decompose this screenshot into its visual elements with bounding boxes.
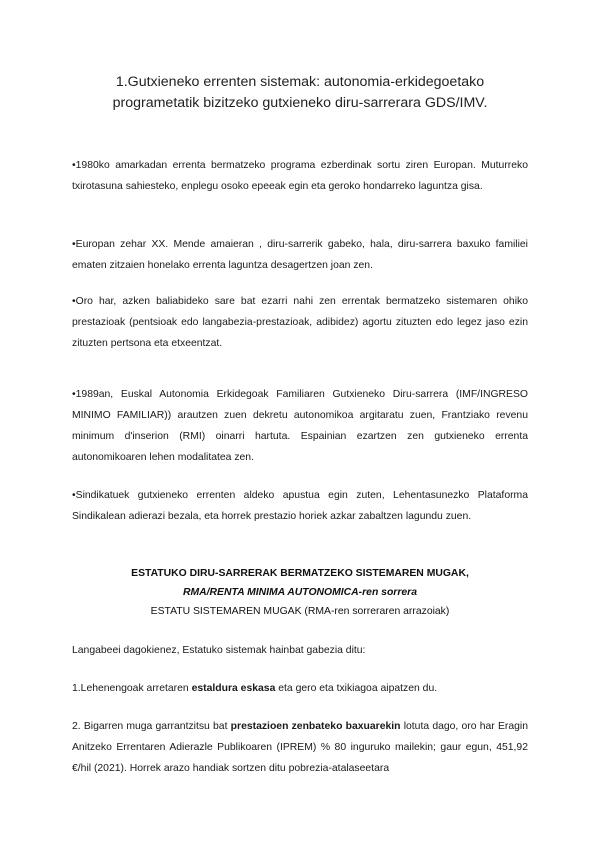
title-line-2: programetatik bizitzeko gutxieneko diru-sarrerara GDS/IMV.	[112, 95, 488, 111]
point-1-text: 1.Lehenengoak arretaren	[72, 683, 192, 694]
title-line-1: 1.Gutxieneko errenten sistemak: autonomia-erkidegoetako	[115, 74, 485, 90]
document-title	[60, 72, 540, 114]
section-subheading: ESTATU SISTEMAREN MUGAK (RMA-ren sorreraren arrazoiak)	[150, 606, 450, 617]
bullet-paragraph: •1989an, Euskal Autonomia Erkidegoak Familiaren Gutxieneko Diru-sarrera (IMF/INGRESO MINIMO FAMILIAR)) arautzen zuen dekretu autonomikoa argitaratu zuen, Frantziako revenu minimum d'inserion (RMI) oinarri hartuta. Espainian ezartzen zen gutxieneko errenta autonomikoaren lehen modalitatea zen.	[72, 389, 528, 463]
bullet-paragraph: •Europan zehar XX. Mende amaieran , diru-sarrerik gabeko, hala, diru-sarrera baxuko familiei ematen zitzaien honelako errenta laguntza desagertzen joan zen.	[72, 239, 528, 271]
section-heading: ESTATUKO DIRU-SARRERAK BERMATZEKO SISTEMAREN MUGAK,	[131, 568, 469, 579]
intro-paragraph: Langabeei dagokienez, Estatuko sistemak hainbat gabezia ditu:	[72, 645, 366, 656]
bullet-paragraph: •1980ko amarkadan errenta bermatzeko programa ezberdinak sortu ziren Europan. Muturreko txirotasuna sahiesteko, enplegu osoko epeeak egin eta geroko hondarreko laguntza gisa.	[72, 160, 528, 192]
section-heading-sub: RMA/RENTA MINIMA AUTONOMICA-ren sorrera	[183, 587, 417, 598]
point-2-text: 2. Bigarren muga garrantzitsu bat	[72, 721, 231, 732]
point-2-bold: prestazioen zenbateko baxuarekin	[230, 721, 401, 732]
bullet-paragraph: •Sindikatuek gutxieneko errenten aldeko apustua egin zuten, Lehentasunezko Plataforma Sindikalean adierazi bezala, eta horrek prestazio horiek azkar zabaltzen lagundu zuen.	[72, 490, 528, 522]
bullet-paragraph: •Oro har, azken baliabideko sare bat ezarri nahi zen errentak bermatzeko sistemaren ohiko prestazioak (pentsioak edo langabezia-prestazioak, adibidez) agortu zituzten edo legez jaso ezin zituzten pertsona eta etxeentzat.	[72, 296, 528, 349]
point-1-rest: eta gero eta txikiagoa aipatzen du.	[275, 683, 438, 694]
point-2-paragraph	[72, 716, 528, 779]
point-2-rest: lotuta dago, oro har Eragin Anitzeko Errentaren Adierazle Publikoaren (IPREM) % 80 inguruko mailekin; gaur egun, 451,92 €/hil (2021). Horrek arazo handiak sortzen ditu pobrezia-atalaseetara	[72, 721, 528, 774]
point-1-paragraph	[72, 678, 528, 699]
point-1-bold: estaldura eskasa	[191, 683, 276, 694]
